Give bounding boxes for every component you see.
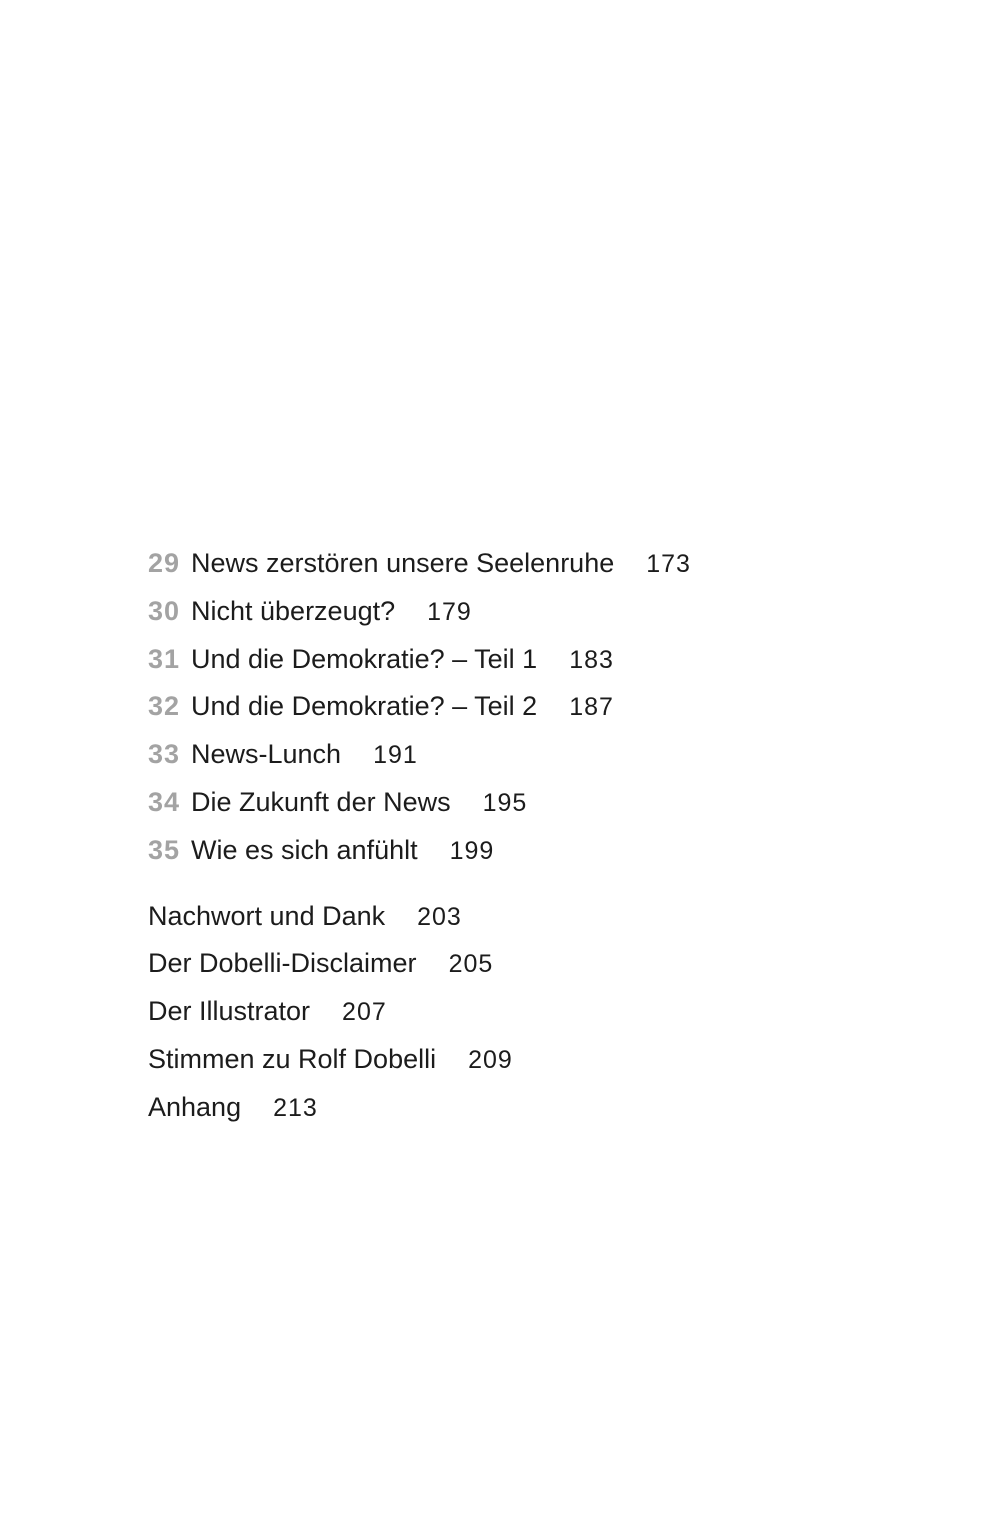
chapter-number: 29 <box>148 548 181 578</box>
page-number: 203 <box>417 902 462 931</box>
page-number: 187 <box>569 693 614 722</box>
page-number: 207 <box>342 998 387 1027</box>
section-title: Nachwort und Dank <box>148 900 386 931</box>
section-title: Anhang <box>148 1091 242 1122</box>
toc-entry-disclaimer[interactable] <box>148 940 908 988</box>
chapter-title: News-Lunch <box>191 739 342 770</box>
page-number: 213 <box>273 1093 318 1122</box>
toc-entry-stimmen[interactable] <box>148 1036 908 1084</box>
page-number: 209 <box>468 1045 513 1074</box>
chapter-title: Und die Demokratie? – Teil 2 <box>191 691 538 722</box>
toc-entry-chapter-31[interactable] <box>148 636 908 684</box>
toc-entry-chapter-33[interactable] <box>148 731 908 779</box>
chapter-title: News zerstören unsere Seelenruhe <box>191 548 615 578</box>
chapter-title: Und die Demokratie? – Teil 1 <box>191 643 538 674</box>
chapter-number: 30 <box>148 595 181 626</box>
page-number: 179 <box>427 597 472 626</box>
page-number: 183 <box>569 645 614 674</box>
chapter-number: 32 <box>148 691 181 722</box>
section-title: Der Illustrator <box>148 996 311 1027</box>
toc-entry-anhang[interactable] <box>148 1084 908 1132</box>
toc-entry-chapter-35[interactable] <box>148 827 908 875</box>
toc-entry-chapter-29[interactable] <box>148 540 908 588</box>
chapter-title: Nicht überzeugt? <box>191 595 396 626</box>
chapter-number: 31 <box>148 643 181 674</box>
toc-entry-chapter-30[interactable] <box>148 588 908 636</box>
chapter-number: 34 <box>148 786 181 817</box>
section-title: Stimmen zu Rolf Dobelli <box>148 1043 437 1074</box>
toc-entry-illustrator[interactable] <box>148 988 908 1036</box>
chapter-number: 35 <box>148 834 181 865</box>
page-number: 205 <box>448 950 494 979</box>
section-title: Der Dobelli-Disclaimer <box>148 948 417 979</box>
page-number: 173 <box>646 550 691 578</box>
chapter-title: Die Zukunft der News <box>191 786 451 817</box>
chapter-title: Wie es sich anfühlt <box>191 834 418 865</box>
toc-entry-chapter-32[interactable] <box>148 683 908 731</box>
toc-entry-chapter-34[interactable] <box>148 779 908 827</box>
chapter-number: 33 <box>148 739 181 770</box>
page-number: 199 <box>449 836 495 865</box>
toc-entry-nachwort[interactable] <box>148 893 908 941</box>
page-number: 195 <box>482 788 528 817</box>
table-of-contents <box>148 540 908 1132</box>
chapter-list <box>148 540 908 875</box>
page-number: 191 <box>373 741 418 770</box>
appendix-list <box>148 893 908 1132</box>
